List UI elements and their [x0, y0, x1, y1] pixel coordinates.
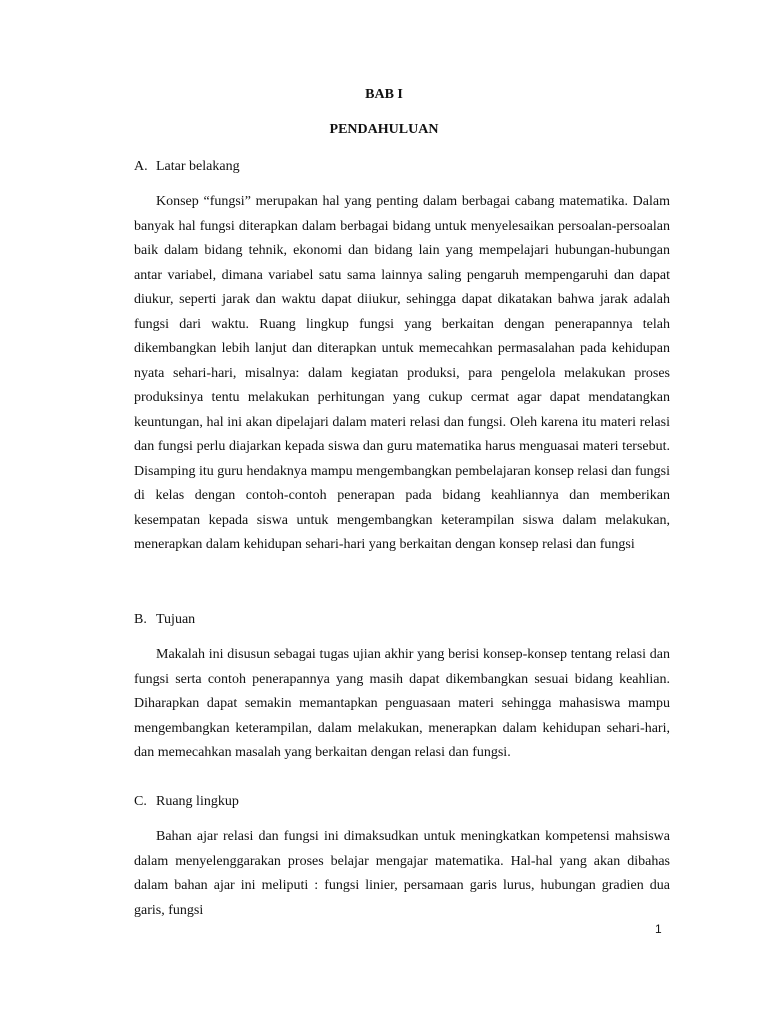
section-number: C.: [134, 794, 147, 809]
section-title: Tujuan: [156, 612, 196, 627]
section-paragraph-c: Bahan ajar relasi dan fungsi ini dimaksudkan untuk meningkatkan kompetensi mahsiswa dalam menyelenggarakan proses belajar mengajar matematika. Hal-hal yang akan dibahas dalam bahan ajar ini meliputi : fungsi linier, persamaan garis lurus, hubungan gradien dua garis, fungsi: [134, 829, 670, 918]
chapter-label: BAB I: [365, 87, 403, 102]
section-heading-a: [134, 159, 240, 175]
page-number: 1: [655, 922, 662, 936]
section-heading-c: [134, 794, 239, 810]
section-number: B.: [134, 612, 147, 627]
section-number: A.: [134, 159, 148, 174]
section-title: Latar belakang: [156, 159, 240, 174]
chapter-title: PENDAHULUAN: [329, 122, 439, 137]
section-paragraph-a: Konsep “fungsi” merupakan hal yang penting dalam berbagai cabang matematika. Dalam banyak hal fungsi diterapkan dalam berbagai bidang untuk menyelesaikan persoalan-persoalan baik dalam bidang tehnik, ekonomi dan bidang lain yang mempelajari hubungan-hubungan antar variabel, dimana variabel satu sama lainnya saling pengaruh mempengaruhi dan dapat diukur, seperti jarak dan waktu dapat diiukur, sehingga dapat dikatakan bahwa jarak adalah fungsi dari waktu. Ruang lingkup fungsi yang berkaitan dengan penerapannya telah dikembangkan lebih lanjut dan diterapkan untuk memecahkan permasalahan pada kehidupan nyata sehari-hari, misalnya: dalam kegiatan produksi, para pengelola melakukan proses produksinya tentu melakukan perhitungan yang cukup cermat agar dapat mendatangkan keuntungan, hal ini akan dipelajari dalam materi relasi dan fungsi. Oleh karena itu materi relasi dan fungsi perlu diajarkan kepada siswa dan guru matematika harus menguasai materi tersebut. Disamping itu guru hendaknya mampu mengembangkan pembelajaran konsep relasi dan fungsi di kelas dengan contoh-contoh penerapan pada bidang keahliannya dan memberikan kesempatan kepada siswa untuk mengembangkan keterampilan siswa dalam melakukan, menerapkan dalam kehidupan sehari-hari yang berkaitan dengan konsep relasi dan fungsi: [134, 194, 670, 552]
section-paragraph-b: Makalah ini disusun sebagai tugas ujian akhir yang berisi konsep-konsep tentang relasi dan fungsi serta contoh penerapannya yang masih dapat dikembangkan sesuai bidang keahlian. Diharapkan dapat semakin memantapkan penguasaan materi sehingga mahasiswa mampu mengembangkan keterampilan, dalam melakukan, menerapkan dalam kehidupan sehari-hari, dan memecahkan masalah yang berkaitan dengan relasi dan fungsi.: [134, 647, 670, 760]
section-title: Ruang lingkup: [156, 794, 239, 809]
section-heading-b: [134, 612, 195, 628]
